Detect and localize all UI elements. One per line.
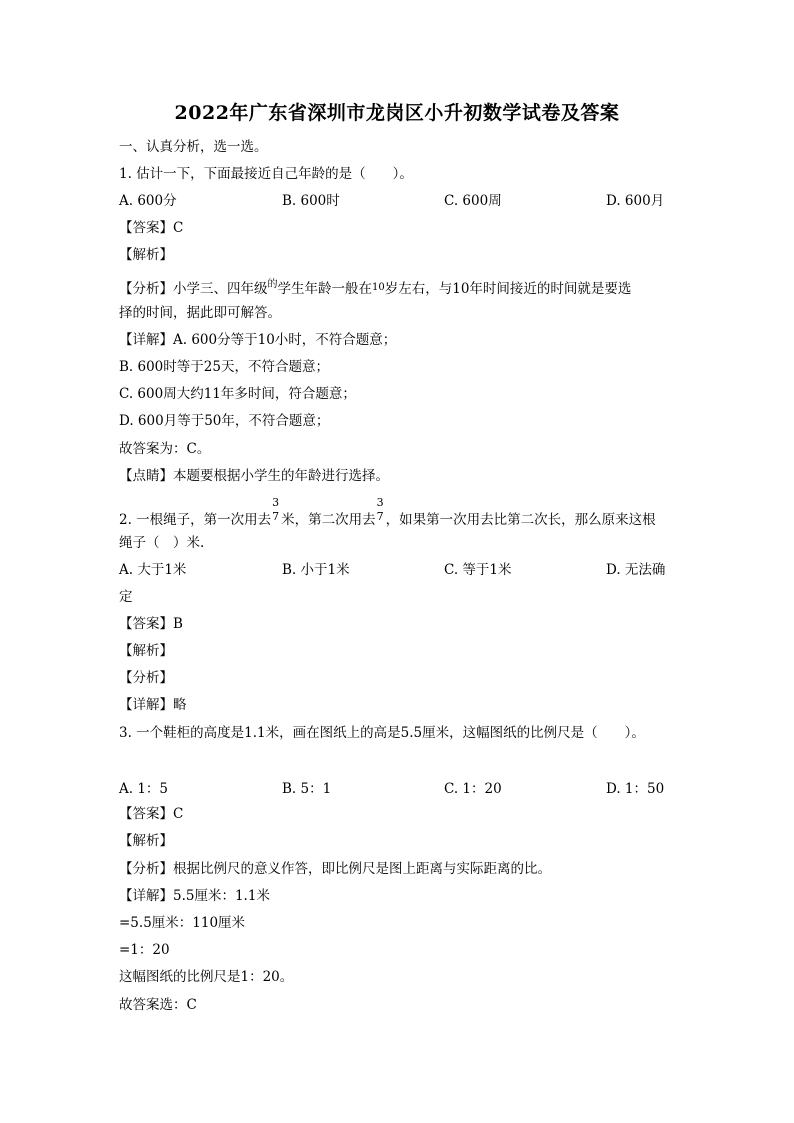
q2-analysis-heading: 【解析】 <box>119 643 173 659</box>
q2-fraction-1-numerator: 3 <box>272 496 280 509</box>
q1-detail-d: D. 600月等于50年，不符合题意； <box>119 413 330 429</box>
q1-analysis-heading: 【解析】 <box>119 247 173 263</box>
q1-fenxi-line1 <box>119 280 631 300</box>
q1-fenxi-line2: 择的时间，据此即可解答。 <box>119 305 281 321</box>
q1-option-a: A. 600分 <box>119 193 177 209</box>
q1-stem: 1. 估计一下，下面最接近自己年龄的是（ ）。 <box>119 166 413 182</box>
q3-option-d: D. 1：50 <box>606 781 665 797</box>
q1-remark: 【点睛】本题要根据小学生的年龄进行选择。 <box>119 468 389 484</box>
q1-detail-b: B. 600时等于25天，不符合题意； <box>119 359 329 375</box>
q3-stem: 3. 一个鞋柜的高度是1.1米，画在图纸上的高是5.5厘米，这幅图纸的比例尺是（ ）。 <box>119 725 645 741</box>
q3-final: 故答案选：C <box>119 997 197 1013</box>
q1-detail-c: C. 600周大约11年多时间，符合题意； <box>119 386 356 402</box>
q1-option-b: B. 600时 <box>282 193 340 209</box>
q2-option-b: B. 小于1米 <box>282 562 350 578</box>
q3-step-1: =5.5厘米：110厘米 <box>119 915 246 931</box>
q2-detail: 【详解】略 <box>119 697 187 713</box>
section-heading: 一、认真分析，选一选。 <box>119 139 268 155</box>
q3-fenxi: 【分析】根据比例尺的意义作答，即比例尺是图上距离与实际距离的比。 <box>119 861 551 877</box>
q1-fenxi-part-a: 【分析】小学三、四年级 <box>119 281 268 297</box>
q2-stem-line1 <box>119 496 656 529</box>
q2-option-d: D. 无法确 <box>606 562 666 578</box>
q1-fenxi-sup: 的 <box>267 279 278 290</box>
q3-option-b: B. 5：1 <box>282 781 332 797</box>
q3-option-c: C. 1：20 <box>444 781 502 797</box>
q2-fraction-1 <box>271 496 281 524</box>
q1-final: 故答案为：C。 <box>119 441 211 457</box>
q2-stem-line2: 绳子（ ）米. <box>119 535 205 551</box>
q3-step-2: =1：20 <box>119 942 170 958</box>
q2-option-a: A. 大于1米 <box>119 562 187 578</box>
q3-analysis-heading: 【解析】 <box>119 833 173 849</box>
q3-answer: 【答案】C <box>119 806 184 822</box>
q1-answer: 【答案】C <box>119 220 184 236</box>
q1-option-c: C. 600周 <box>444 193 502 209</box>
q2-fraction-2-denominator: 7 <box>376 510 384 523</box>
q3-conclusion: 这幅图纸的比例尺是1：20。 <box>119 969 294 985</box>
document-title: 2022年广东省深圳市龙岗区小升初数学试卷及答案 <box>174 102 620 124</box>
q1-fenxi-sup2: 10 <box>372 282 385 293</box>
q2-fraction-2-numerator: 3 <box>376 496 384 509</box>
q3-option-a: A. 1：5 <box>119 781 169 797</box>
q2-fraction-2 <box>376 496 386 524</box>
q2-stem-part-b: 米，第二次用去 <box>281 512 376 528</box>
q2-fenxi: 【分析】 <box>119 670 173 686</box>
q1-detail: 【详解】A. 600分等于10小时，不符合题意； <box>119 332 397 348</box>
q2-option-d-continued: 定 <box>119 589 133 605</box>
q1-fenxi-part-c: 岁左右，与10年时间接近的时间就是要选 <box>384 281 632 297</box>
q1-fenxi-part-b: 学生年龄一般在 <box>277 281 372 297</box>
q2-answer: 【答案】B <box>119 616 183 632</box>
q1-option-d: D. 600月 <box>606 193 665 209</box>
q2-stem-part-c: ，如果第一次用去比第二次长，那么原来这根 <box>385 512 656 528</box>
q3-detail: 【详解】5.5厘米：1.1米 <box>119 888 270 904</box>
q2-option-c: C. 等于1米 <box>444 562 512 578</box>
q2-stem-part-a: 2. 一根绳子，第一次用去 <box>119 512 272 528</box>
q2-fraction-1-denominator: 7 <box>272 510 280 523</box>
